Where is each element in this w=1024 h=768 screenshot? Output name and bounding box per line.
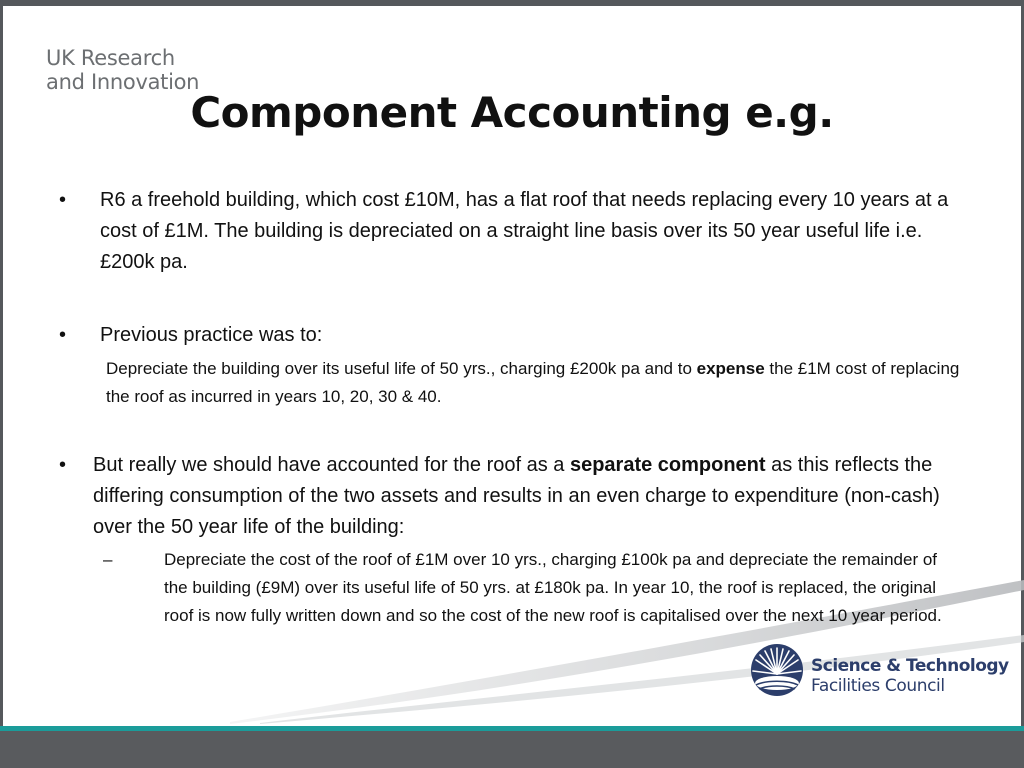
bullet-marker: •: [59, 454, 67, 476]
bullet-3-bold: separate component: [569, 454, 766, 476]
bullet-marker: •: [59, 324, 67, 346]
bullet-3-text-end: as this reflects the differing consumption of the two assets and results in an even charge to expenditure (non-cash) over the 50 year life of the building:: [93, 454, 940, 538]
bullet-2-subtext: [106, 355, 966, 411]
bullet-1: [59, 185, 970, 278]
bullet-1-text: R6 a freehold building, which cost £10M, has a flat roof that needs replacing every 10 years at a cost of £1M. The building is depreciated on a straight line basis over its 50 year useful life i.e. £200k pa.: [100, 189, 949, 273]
bullet-2-sub-text-end: the £1M cost of replacing the roof as incurred in years 10, 20, 30 & 40.: [106, 359, 960, 406]
ukri-logo-line1: UK Research: [46, 46, 175, 70]
stfc-line2: Facilities Council: [811, 676, 945, 696]
stfc-emblem-icon: [750, 643, 804, 697]
stfc-logo: [750, 641, 1010, 701]
bullet-3-sub-text: Depreciate the cost of the roof of £1M over 10 yrs., charging £100k pa and depreciate the remainder of the building (£9M) over its useful life of 50 yrs. at £180k pa. In year 10, the roof is replaced, the original roof is now fully written down and so the cost of the new roof is capitalised over the next 10 year period.: [164, 550, 942, 625]
bullet-2: [59, 320, 970, 351]
ukri-logo-line2: and Innovation: [46, 70, 200, 94]
bullet-3: [59, 450, 963, 543]
slide-title: Component Accounting e.g.: [190, 88, 834, 137]
bullet-2-text: Previous practice was to:: [100, 324, 323, 346]
bullet-marker: •: [59, 189, 67, 211]
bullet-3-text: But really we should have accounted for the roof as a: [93, 454, 570, 476]
bullet-2-sub-bold: expense: [696, 359, 765, 378]
dash-marker: –: [103, 550, 113, 569]
stfc-line1: Science & Technology: [811, 656, 1009, 676]
bullet-3-subitem: [103, 546, 964, 630]
stfc-wordmark: [811, 656, 1009, 696]
bullet-2-sub-text: Depreciate the building over its useful life of 50 yrs., charging £200k pa and to: [106, 359, 697, 378]
footer-bar: [0, 731, 1024, 768]
